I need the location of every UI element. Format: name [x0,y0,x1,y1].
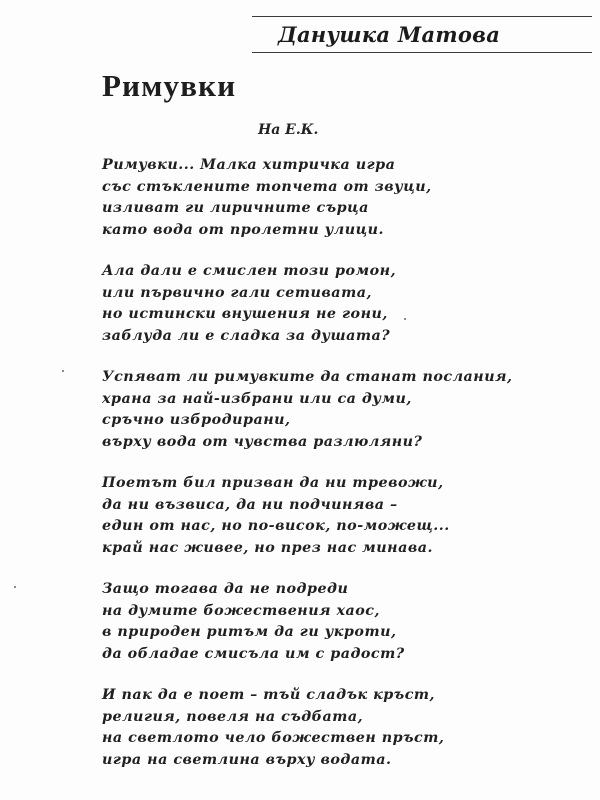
poem-body [102,155,572,791]
poem-line: да ни възвиса, да ни подчинява – [102,496,398,513]
poem-line: край нас живее, но през нас минава. [102,539,433,556]
page-header [252,14,592,48]
stanza [102,579,572,665]
header-top-rule [252,16,592,17]
stanza [102,685,572,771]
poem-line: на думите божествения хаос, [102,602,380,619]
poem-line: Ала дали е смислен този ромон, [102,263,397,279]
stanza [102,261,572,347]
poem-line: на светлото чело божествен пръст, [102,730,445,746]
poem-line: Римувки... Малка хитричка игра [102,157,396,173]
poem-line: игра на светлина върху водата. [102,751,392,768]
poem-line: заблуда ли е сладка за душата? [102,327,391,344]
stanza [102,367,572,453]
scan-speck [14,586,16,588]
poem-line: върху вода от чувства разлюляни? [102,433,423,450]
poem-line: сръчно избродирани, [102,412,291,428]
author-name: Данушка Матова [278,22,501,47]
poem-line: религия, повеля на съдбата, [102,708,364,725]
poem-title: Римувки [102,68,237,103]
poem-line: или първично гали сетивата, [102,284,372,301]
poem-line: храна за най-избрани или са думи, [102,390,412,407]
poem-line: Защо тогава да не подреди [102,581,349,597]
scan-speck [404,318,406,320]
poem-line: Успяват ли римувките да станат послания, [102,369,513,385]
poem-line: да обладае смисъла им с радост? [102,645,405,662]
poem-line: но истински внушения не гони, [102,306,388,322]
stanza [102,155,572,241]
poem-line: със стъклените топчета от звуци, [102,178,432,195]
poem-line: Поетът бил призван да ни тревожи, [102,475,444,491]
stanza [102,473,572,559]
poem-dedication: На Е.К. [258,122,319,138]
poem-line: като вода от пролетни улици. [102,221,385,238]
scan-speck [62,370,64,372]
header-bottom-rule [252,52,592,53]
poem-line: И пак да е поет – тъй сладък кръст, [102,687,436,703]
poem-line: в природен ритъм да ги укроти, [102,624,397,640]
poem-line: един от нас, но по-висок, по-можещ... [102,518,450,534]
poem-line: изливат ги лиричните сърца [102,200,369,216]
